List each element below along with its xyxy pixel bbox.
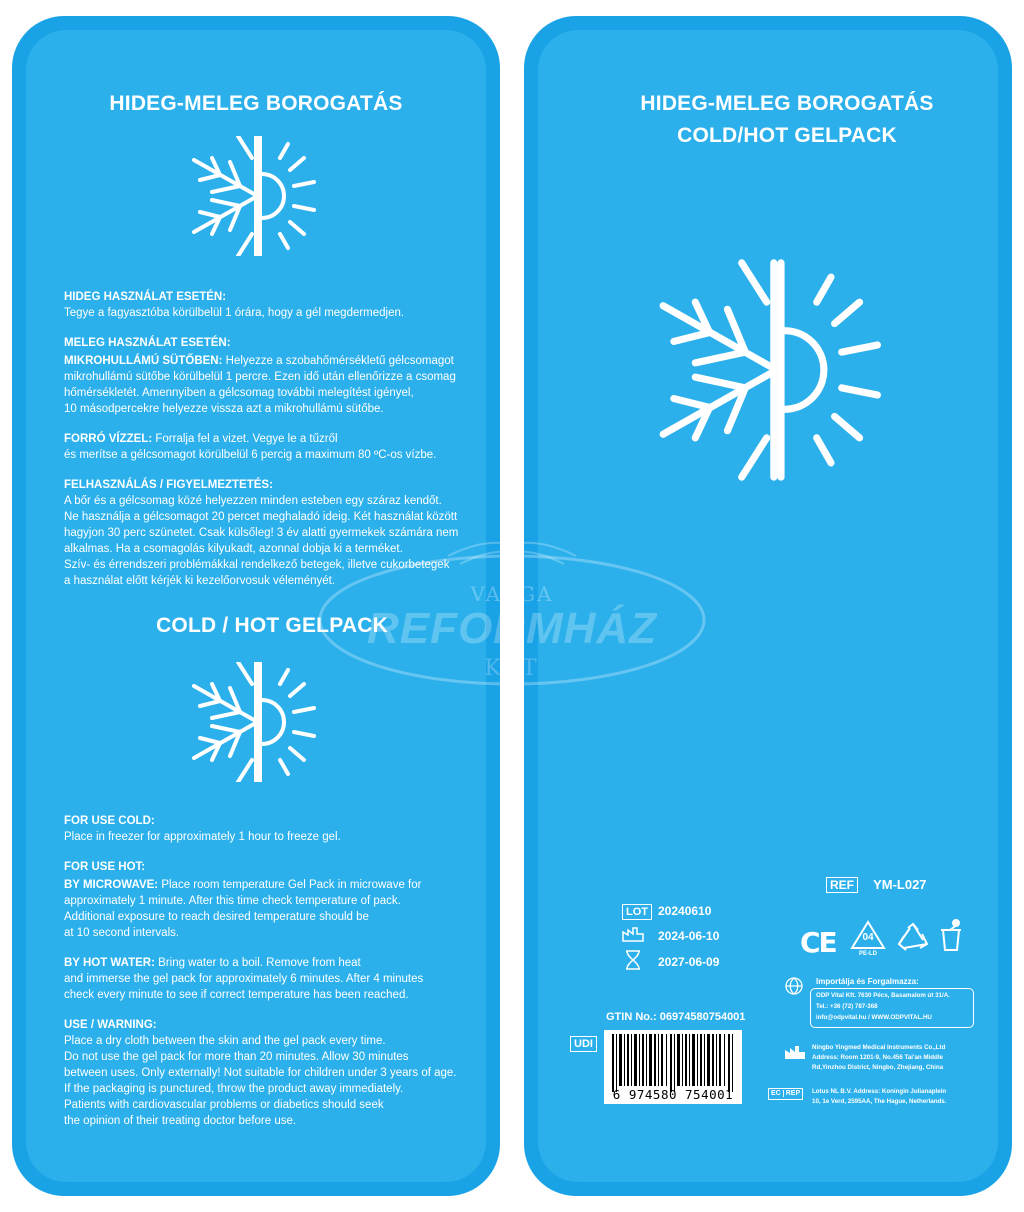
warning-line-5-en: Patients with cardiovascular problems or diabetics should seek — [64, 1099, 384, 1111]
importer-heading: Importálja és Forgalmazza: — [816, 977, 919, 986]
microwave-label-en: BY MICROWAVE: — [64, 879, 159, 891]
gtin-number: GTIN No.: 06974580754001 — [606, 1011, 746, 1023]
snowflake-sun-icon — [190, 662, 330, 782]
hot-water-line-1-en — [64, 956, 361, 972]
watermark-line-3: KFT — [484, 656, 540, 681]
ce-mark: CE — [800, 926, 836, 959]
recycle-icon — [896, 922, 930, 959]
importer-address: ODP Vital Kft. 7630 Pécs, Basamalom út 31/A. — [816, 992, 950, 999]
manufacture-date: 2024-06-10 — [658, 929, 720, 943]
waste-bin-icon — [938, 918, 964, 959]
warning-line-5-hu: Szív- és érrendszeri problémákkal rendelkező betegek, illetve cukorbetegek — [64, 559, 450, 571]
ec-rep-box — [768, 1088, 803, 1100]
hot-water-line-1-hu — [64, 432, 338, 448]
title-english: COLD / HOT GELPACK — [156, 614, 388, 637]
hot-use-heading-en: FOR USE HOT: — [64, 861, 146, 873]
microwave-text-1-en: Place room temperature Gel Pack in microwave for — [158, 879, 422, 891]
warning-heading-en: USE / WARNING: — [64, 1019, 157, 1031]
manufacturer-address-1: Address: Room 1201-9, No.456 Tai'an Middle — [812, 1054, 943, 1061]
importer-email: info@odpvital.hu / WWW.ODPVITAL.HU — [816, 1014, 932, 1021]
warning-line-2-hu: Ne használja a gélcsomagot 20 percet meghaladó ideig. Két használat között — [64, 511, 458, 523]
cold-use-text-en: Place in freezer for approximately 1 hour to freeze gel. — [64, 831, 341, 843]
warning-line-1-hu: A bőr és a gélcsomag közé helyezzen minden esteben egy száraz kendőt. — [64, 495, 442, 507]
title-hungarian: HIDEG-MELEG BOROGATÁS — [109, 92, 403, 115]
hot-water-text-1-hu: Forralja fel a vizet. Vegye le a tűzről — [152, 433, 338, 445]
manufacturer-address-2: Rd,Yinzhou District, Ningbo, Zhejiang, China — [812, 1064, 944, 1071]
warning-line-6-hu: a használat előtt kérjék ki kezelőorvosuk véleményét. — [64, 575, 336, 587]
warning-line-2-en: Do not use the gel pack for more than 20 minutes. Allow 30 minutes — [64, 1051, 409, 1063]
expiry-date: 2027-06-09 — [658, 955, 720, 969]
cold-use-text-hu: Tegye a fagyasztóba körülbelül 1 órára, hogy a gél megdermedjen. — [64, 307, 405, 319]
microwave-line-4-en: at 10 second intervals. — [64, 927, 180, 939]
warning-line-4-en: If the packaging is punctured, throw the product away immediately. — [64, 1083, 404, 1095]
barcode-digits: 6 974580 754001 — [612, 1087, 734, 1102]
cold-use-heading-en: FOR USE COLD: — [64, 815, 155, 827]
watermark-line-2: REFORMHÁZ — [366, 604, 658, 653]
udi-row — [570, 1036, 597, 1052]
lot-row — [622, 904, 712, 920]
warning-line-3-hu: hagyjon 30 perc szünetet. Csak külsőleg! 3 év alatti gyermekek számára nem — [64, 527, 459, 539]
microwave-line-2-en: approximately 1 minute. After this time check temperature of pack. — [64, 895, 401, 907]
ec-rep-address-1: Lotus NL B.V. Address: Koningin Julianaplein — [812, 1088, 947, 1095]
warning-line-3-en: between uses. Only externally! Not suitable for children under 3 years of age. — [64, 1067, 457, 1079]
ref-value: YM-L027 — [873, 877, 927, 892]
microwave-line-4-hu: 10 másodpercekre helyezze vissza azt a mikrohullámú sütőbe. — [64, 403, 384, 415]
microwave-line-1-hu — [64, 354, 454, 370]
microwave-line-2-hu: mikrohullámú sütőbe körülbelül 1 percre. Ezen idő után ellenőrizze a csomag — [64, 371, 456, 383]
microwave-line-3-en: Additional exposure to reach desired temperature should be — [64, 911, 369, 923]
snowflake-sun-icon-large — [656, 256, 906, 484]
hot-water-line-3-en: check every minute to see if correct temperature has been reached. — [64, 989, 409, 1001]
manufacturer-factory-icon — [784, 1044, 806, 1065]
manufacturer-name: Ningbo Yingmed Medical Instruments Co.,Ltd — [812, 1044, 946, 1051]
importer-phone: Tel.: +36 (72) 787-368 — [816, 1003, 878, 1010]
microwave-label-hu: MIKROHULLÁMÚ SÜTŐBEN: — [64, 355, 223, 367]
pe-ld-code: 04 — [862, 932, 874, 943]
ec-label: EC — [769, 1090, 784, 1097]
hot-use-heading-hu: MELEG HASZNÁLAT ESETÉN: — [64, 337, 231, 349]
hot-water-text-1-en: Bring water to a boil. Remove from heat — [154, 957, 361, 969]
microwave-text-1-hu: Helyezze a szobahőmérsékletű gélcsomagot — [222, 355, 454, 367]
globe-icon — [784, 976, 804, 1001]
udi-label: UDI — [570, 1036, 597, 1052]
watermark-line-1: VARGA — [470, 582, 554, 606]
right-title-hungarian: HIDEG-MELEG BOROGATÁS — [640, 92, 934, 115]
hot-water-label-hu: FORRÓ VÍZZEL: — [64, 433, 153, 445]
hot-water-line-2-hu: és merítse a gélcsomagot körülbelül 6 percig a maximum 80 ºC-os vízbe. — [64, 449, 437, 461]
lot-label: LOT — [622, 904, 652, 920]
hourglass-icon — [624, 950, 642, 975]
lot-value: 20240610 — [658, 904, 712, 918]
ec-rep-address-2: 10, 1e Verd, 2595AA, The Hague, Netherlands. — [812, 1098, 947, 1105]
microwave-line-3-hu: hőmérsékletét. Amennyiben a gélcsomag további melegítést igényel, — [64, 387, 414, 399]
pe-ld-recycle-icon — [850, 920, 886, 960]
warning-line-4-hu: alkalmas. Ha a csomagolás kilyukadt, azonnal dobja ki a terméket. — [64, 543, 403, 555]
warning-line-1-en: Place a dry cloth between the skin and the gel pack every time. — [64, 1035, 386, 1047]
barcode — [604, 1030, 742, 1104]
snowflake-sun-icon — [190, 136, 330, 256]
cold-use-heading-hu: HIDEG HASZNÁLAT ESETÉN: — [64, 291, 227, 303]
hot-water-line-2-en: and immerse the gel pack for approximately 6 minutes. After 4 minutes — [64, 973, 424, 985]
warning-heading-hu: FELHASZNÁLÁS / FIGYELMEZTETÉS: — [64, 479, 273, 491]
ref-row — [826, 877, 927, 893]
rep-label: REP — [785, 1090, 801, 1097]
right-title-english: COLD/HOT GELPACK — [677, 124, 897, 147]
microwave-line-1-en — [64, 878, 421, 894]
hot-water-label-en: BY HOT WATER: — [64, 957, 155, 969]
pe-ld-label: PE-LD — [859, 951, 877, 957]
ref-label: REF — [826, 877, 858, 893]
manufacture-date-icon — [622, 926, 644, 947]
warning-line-6-en: the opinion of their treating doctor before use. — [64, 1115, 297, 1127]
